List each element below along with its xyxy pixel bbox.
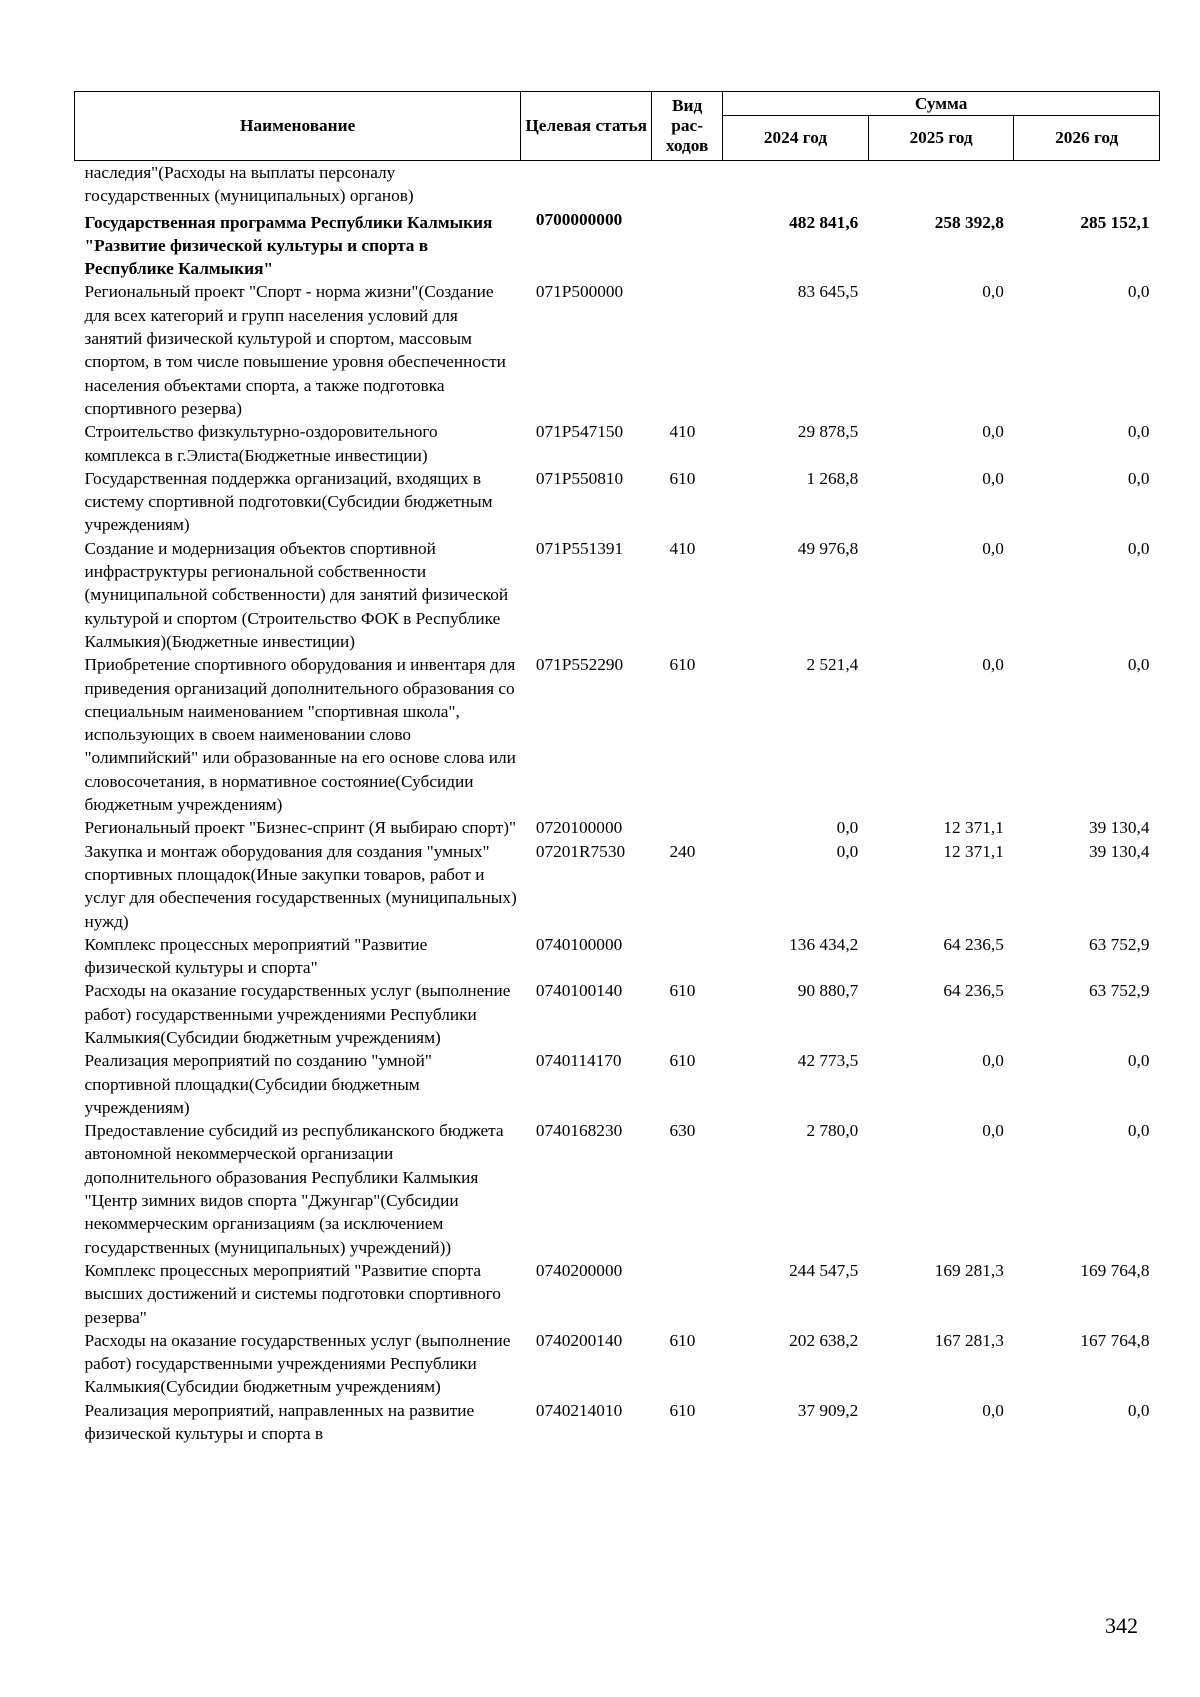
row-expense-type — [652, 933, 723, 980]
row-expense-type — [652, 816, 723, 839]
row-sum-2025: 0,0 — [982, 1051, 1004, 1071]
header-year-2025: 2025 год — [868, 116, 1014, 161]
row-expense-type: 630 — [669, 1121, 696, 1141]
table-row — [75, 1399, 1160, 1446]
row-sum-2024: 37 909,2 — [797, 1400, 859, 1420]
row-name: Расходы на оказание государственных услуг (выполнение работ) государственными учреждениями Республики Калмыкия(Субсидии бюджетным учреждениям) — [84, 981, 511, 1047]
row-sum-2025: 167 281,3 — [934, 1330, 1004, 1350]
row-expense-type: 410 — [669, 422, 696, 442]
table-row — [75, 1329, 1160, 1399]
table-row — [75, 208, 1160, 281]
header-sum: Сумма — [723, 92, 1160, 116]
row-sum-2024: 83 645,5 — [797, 282, 859, 302]
table-row — [75, 653, 1160, 816]
row-sum-2026: 0,0 — [1127, 282, 1150, 302]
row-name: наследия"(Расходы на выплаты персоналу государственных (муниципальных) органов) — [84, 163, 414, 206]
row-sum-2024: 2 521,4 — [806, 655, 859, 675]
row-target-article: 0740100140 — [535, 981, 623, 1001]
row-target-article: 071P547150 — [535, 422, 624, 442]
header-name: Наименование — [75, 92, 521, 161]
row-target-article: 0740200140 — [535, 1330, 623, 1350]
row-expense-type: 610 — [669, 1051, 696, 1071]
row-name: Закупка и монтаж оборудования для создания "умных" спортивных площадок(Иные закупки товаров, работ и услуг для обеспечения государственных (муниципальных) нужд) — [84, 841, 517, 931]
row-sum-2024: 90 880,7 — [797, 981, 859, 1001]
row-sum-2025 — [868, 161, 1014, 208]
table-row — [75, 280, 1160, 420]
row-sum-2026: 167 764,8 — [1080, 1330, 1150, 1350]
row-target-article — [521, 161, 652, 208]
row-sum-2025: 0,0 — [982, 282, 1004, 302]
row-expense-type: 610 — [669, 981, 696, 1001]
row-sum-2026: 0,0 — [1127, 422, 1150, 442]
table-row — [75, 420, 1160, 467]
table-row — [75, 840, 1160, 933]
header-expense-type: Вид рас-ходов — [652, 92, 723, 161]
row-sum-2025: 12 371,1 — [943, 841, 1004, 861]
row-target-article: 071P550810 — [535, 468, 624, 488]
row-target-article: 071P500000 — [535, 282, 624, 302]
table-row — [75, 1119, 1160, 1259]
row-sum-2024: 244 547,5 — [789, 1260, 859, 1280]
table-row — [75, 816, 1160, 839]
row-expense-type: 410 — [669, 538, 696, 558]
row-name: Предоставление субсидий из республиканского бюджета автономной некоммерческой организации дополнительного образования Республики Калмыкия "Центр зимних видов спорта "Джунгар"(Субсидии некоммерческим организациям (за исключением государственных (муниципальных) учреждений)) — [84, 1121, 504, 1257]
header-year-2024: 2024 год — [723, 116, 869, 161]
row-expense-type: 610 — [669, 1400, 696, 1420]
row-name: Реализация мероприятий, направленных на развитие физической культуры и спорта в — [84, 1400, 475, 1444]
row-sum-2026: 0,0 — [1127, 1051, 1150, 1071]
row-sum-2026: 0,0 — [1127, 655, 1150, 675]
row-sum-2024: 49 976,8 — [797, 538, 859, 558]
table-row — [75, 933, 1160, 980]
row-sum-2026: 0,0 — [1127, 538, 1150, 558]
row-target-article: 0740200000 — [535, 1260, 623, 1280]
row-name: Региональный проект "Спорт - норма жизни"(Создание для всех категорий и групп населения условий для занятий физической культурой и спортом, массовым спортом, в том числе повышение уровня обеспеченности населения объектами спорта, а также подготовка спортивного резерва) — [84, 282, 506, 418]
row-name: Создание и модернизация объектов спортивной инфраструктуры региональной собственности (муниципальной собственности) для занятий физической культурой и спортом (Строительство ФОК в Республике Калмыкия)(Бюджетные инвестиции) — [84, 538, 509, 651]
row-name: Региональный проект "Бизнес-спринт (Я выбираю спорт)" — [84, 818, 517, 838]
table-row — [75, 537, 1160, 653]
row-sum-2025: 64 236,5 — [943, 934, 1004, 954]
row-sum-2026: 63 752,9 — [1089, 934, 1150, 954]
row-sum-2024: 136 434,2 — [789, 934, 859, 954]
row-name: Реализация мероприятий по созданию "умной" спортивной площадки(Субсидии бюджетным учреждениям) — [84, 1051, 432, 1117]
header-year-2026: 2026 год — [1014, 116, 1160, 161]
table-header — [75, 92, 1160, 161]
row-sum-2026: 39 130,4 — [1089, 818, 1150, 838]
row-sum-2026: 0,0 — [1127, 468, 1150, 488]
table-row — [75, 979, 1160, 1049]
row-name: Строительство физкультурно-оздоровительного комплекса в г.Элиста(Бюджетные инвестиции) — [84, 422, 438, 465]
row-sum-2025: 169 281,3 — [934, 1260, 1004, 1280]
row-sum-2024: 29 878,5 — [797, 422, 859, 442]
row-sum-2025: 258 392,8 — [934, 212, 1004, 232]
row-sum-2025: 0,0 — [982, 468, 1004, 488]
table-body — [75, 161, 1160, 1446]
row-target-article: 0740168230 — [535, 1121, 623, 1141]
table-row — [75, 161, 1160, 208]
row-name: Комплекс процессных мероприятий "Развитие физической культуры и спорта" — [84, 934, 428, 978]
table-row — [75, 1049, 1160, 1119]
row-sum-2025: 12 371,1 — [943, 818, 1004, 838]
row-target-article: 0740214010 — [535, 1400, 623, 1420]
row-expense-type: 610 — [669, 468, 696, 488]
row-name: Государственная поддержка организаций, входящих в систему спортивной подготовки(Субсидии бюджетным учреждениям) — [84, 468, 493, 535]
row-expense-type — [652, 161, 723, 208]
budget-table — [74, 91, 1160, 1445]
table-row — [75, 1259, 1160, 1329]
row-target-article: 0740100000 — [535, 934, 623, 954]
header-target-article: Целевая статья — [521, 92, 652, 161]
row-sum-2025: 0,0 — [982, 422, 1004, 442]
row-expense-type: 610 — [669, 1330, 696, 1350]
row-sum-2025: 64 236,5 — [943, 981, 1004, 1001]
row-name: Государственная программа Республики Калмыкия "Развитие физической культуры и спорта в Республике Калмыкия" — [84, 212, 493, 279]
row-sum-2024: 482 841,6 — [789, 212, 859, 232]
row-sum-2024: 2 780,0 — [806, 1121, 859, 1141]
row-target-article: 0700000000 — [535, 209, 623, 229]
row-sum-2025: 0,0 — [982, 655, 1004, 675]
row-sum-2026: 0,0 — [1127, 1400, 1150, 1420]
row-name: Расходы на оказание государственных услуг (выполнение работ) государственными учреждениями Республики Калмыкия(Субсидии бюджетным учреждениям) — [84, 1330, 511, 1397]
row-sum-2026: 39 130,4 — [1089, 841, 1150, 861]
row-expense-type: 240 — [669, 841, 696, 861]
row-sum-2024: 42 773,5 — [797, 1051, 859, 1071]
page-number: 342 — [1105, 1613, 1138, 1638]
row-expense-type — [652, 1259, 723, 1329]
row-sum-2024: 202 638,2 — [789, 1330, 859, 1350]
table-row — [75, 467, 1160, 537]
row-sum-2025: 0,0 — [982, 1400, 1004, 1420]
row-sum-2024: 0,0 — [836, 841, 859, 861]
row-sum-2026 — [1014, 161, 1160, 208]
row-target-article: 071P552290 — [535, 655, 624, 675]
row-sum-2024 — [723, 161, 869, 208]
row-target-article: 071P551391 — [535, 538, 624, 558]
row-target-article: 07201R7530 — [535, 841, 626, 861]
row-sum-2026: 169 764,8 — [1080, 1260, 1150, 1280]
row-sum-2025: 0,0 — [982, 538, 1004, 558]
row-name: Приобретение спортивного оборудования и инвентаря для приведения организаций дополнительного образования со специальным наименованием "спортивная школа", использующих в своем наименовании слово "олимпийский" или образованные на его основе слова или словосочетания, в нормативное состояние(Субсидии бюджетным учреждениям) — [84, 655, 516, 815]
row-sum-2026: 0,0 — [1127, 1121, 1150, 1141]
row-name: Комплекс процессных мероприятий "Развитие спорта высших достижений и системы подготовки спортивного резерва" — [84, 1260, 501, 1327]
row-sum-2026: 285 152,1 — [1080, 212, 1150, 232]
row-sum-2026: 63 752,9 — [1089, 981, 1150, 1001]
row-target-article: 0740114170 — [535, 1051, 622, 1071]
row-sum-2024: 0,0 — [836, 818, 859, 838]
row-expense-type — [652, 208, 723, 281]
row-target-article: 0720100000 — [535, 818, 623, 838]
row-expense-type: 610 — [669, 655, 696, 675]
row-sum-2025: 0,0 — [982, 1121, 1004, 1141]
row-sum-2024: 1 268,8 — [806, 468, 859, 488]
row-expense-type — [652, 280, 723, 420]
